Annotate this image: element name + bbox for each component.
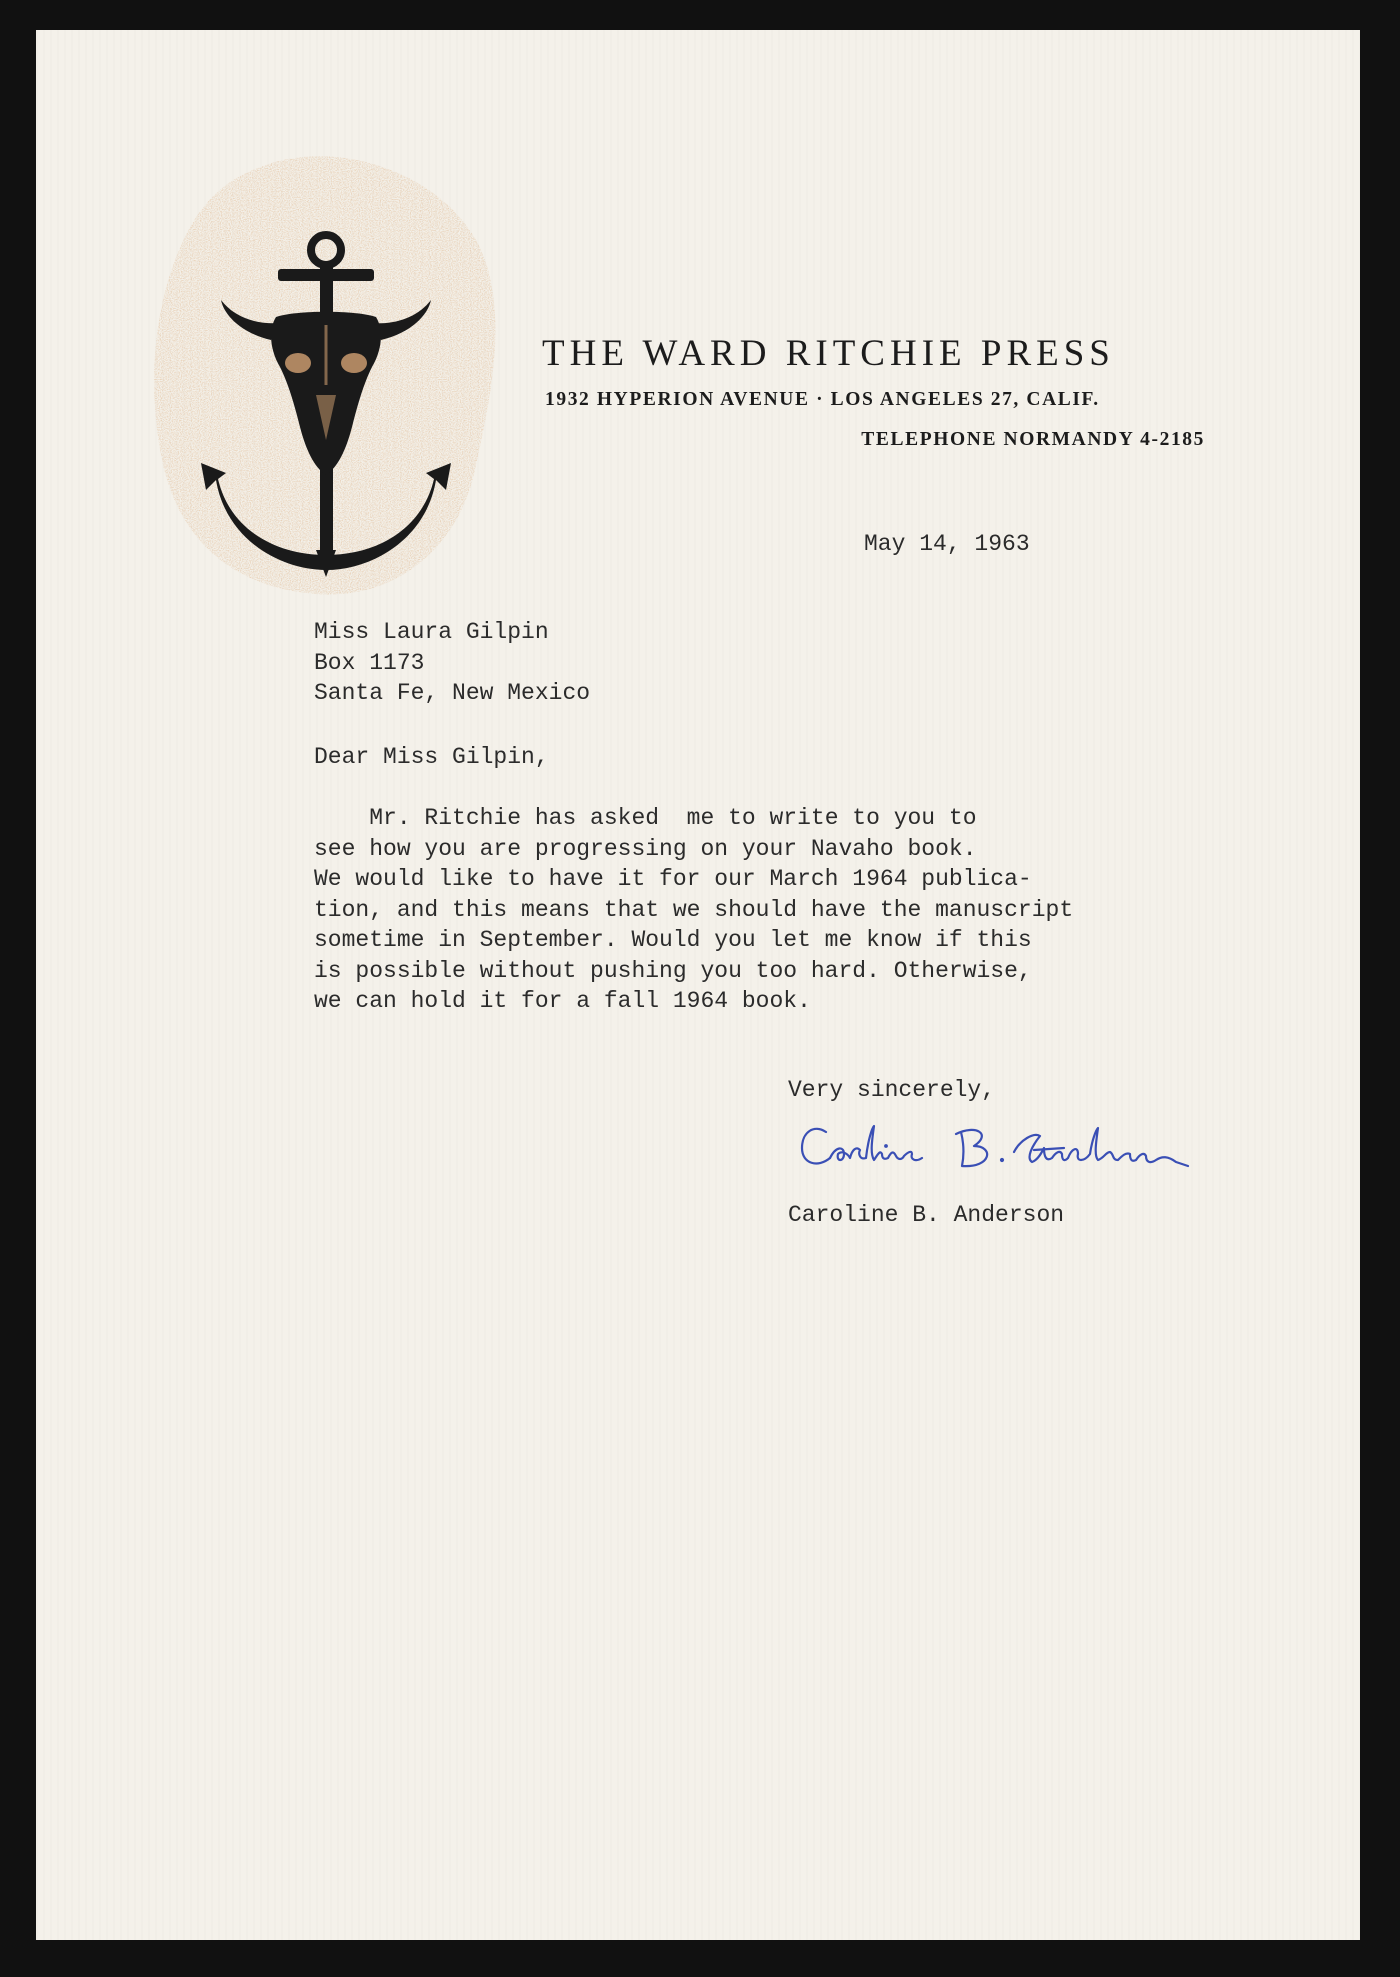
body-line: We would like to have it for our March 1964 publica- [314,866,1032,892]
signer-name: Caroline B. Anderson [788,1202,1065,1228]
salutation: Dear Miss Gilpin, [314,744,549,770]
letter-body [314,803,1073,1017]
recipient-line: Miss Laura Gilpin [314,619,549,645]
handwritten-signature [796,1110,1196,1190]
body-line: see how you are progressing on your Navaho book. [314,835,977,862]
body-line: we can hold it for a fall 1964 book. [314,988,811,1014]
letterhead-address: 1932 HYPERION AVENUE · LOS ANGELES 27, CALIF. [545,389,1100,410]
body-line: tion, and this means that we should have the manuscript [314,896,1074,923]
steer-skull-anchor-icon [146,145,496,605]
letter-page [36,30,1360,1940]
body-line: is possible without pushing you too hard. Otherwise, [314,957,1032,984]
recipient-address [314,617,590,709]
closing: Very sincerely, [788,1077,996,1103]
letterhead-company-name: THE WARD RITCHIE PRESS [542,333,1115,374]
body-line: Mr. Ritchie has asked me to write to you to [369,805,977,831]
recipient-line: Santa Fe, New Mexico [314,680,591,706]
letterhead-telephone: TELEPHONE NORMANDY 4-2185 [861,429,1205,450]
letter-date: May 14, 1963 [864,531,1030,557]
body-line: sometime in September. Would you let me know if this [314,927,1032,953]
recipient-line: Box 1173 [314,649,425,676]
